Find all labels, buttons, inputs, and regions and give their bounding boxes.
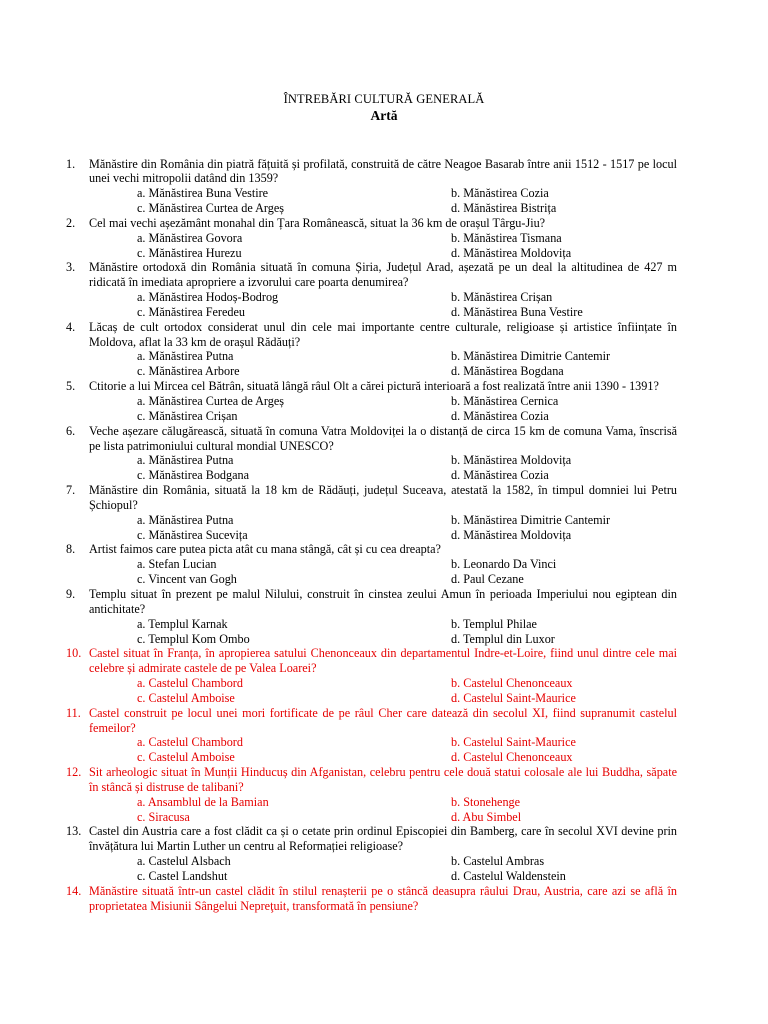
- answer-options: [0, 557, 768, 587]
- question-number: 11.: [66, 705, 81, 720]
- option-c: c. Castelul Amboise: [137, 690, 235, 705]
- option-c: c. Mănăstirea Crișan: [137, 408, 238, 423]
- option-a: a. Mănăstirea Putna: [137, 349, 234, 364]
- question-text: Castel din Austria care a fost clădit ca și o cetate prin ordinul Episcopiei din Bamberg, care în secolul XVI devine prin învățătura lui Martin Luther un centru al Reformației religioase?: [89, 824, 677, 854]
- option-c: c. Vincent van Gogh: [137, 572, 237, 587]
- option-d: d. Mănăstirea Cozia: [451, 408, 549, 423]
- question-number: 14.: [66, 883, 82, 898]
- option-a: a. Mănăstirea Hodoș-Bodrog: [137, 290, 279, 305]
- option-d: d. Castelul Chenonceaux: [451, 750, 573, 765]
- option-c: c. Mănăstirea Hurezu: [137, 245, 242, 260]
- question-text: Sit arheologic situat în Munții Hinducuș din Afganistan, celebru pentru cele două statui colosale ale lui Buddha, săpate în stâncă și distruse de talibani?: [89, 765, 677, 794]
- option-d: d. Abu Simbel: [451, 809, 522, 824]
- option-d: d. Mănăstirea Moldovița: [451, 527, 572, 542]
- option-c: c. Templul Kom Ombo: [137, 631, 250, 646]
- option-b: b. Castelul Saint-Maurice: [451, 735, 576, 750]
- question-item: [0, 824, 768, 883]
- question-text: Castel construit pe locul unei mori fortificate de pe râul Cher care datează din secolul XI, fiind supranumit castelul femeilor?: [89, 705, 677, 735]
- answer-options: [0, 735, 768, 765]
- option-c: c. Castel Landshut: [137, 869, 228, 883]
- option-a: a. Templul Karnak: [137, 616, 228, 631]
- question-number: 12.: [66, 765, 82, 780]
- question-item: [0, 157, 768, 216]
- option-c: c. Castelul Amboise: [137, 750, 235, 765]
- option-c: c. Mănăstirea Sucevița: [137, 527, 248, 542]
- question-item: [0, 587, 768, 646]
- option-b: b. Mănăstirea Moldovița: [451, 453, 572, 468]
- question-number: 13.: [66, 824, 82, 839]
- option-a: a. Mănăstirea Putna: [137, 453, 234, 468]
- option-b: b. Castelul Ambras: [451, 854, 545, 869]
- answer-options: [0, 617, 768, 647]
- option-b: b. Stonehenge: [451, 794, 521, 809]
- option-a: a. Stefan Lucian: [137, 557, 217, 572]
- question-text: Mănăstire ortodoxă din România situată în comuna Șiria, Județul Arad, așezată pe un deal la altitudinea de 427 m ridicată în imediata apropriere a izvorului care poarta denumirea?: [89, 260, 677, 290]
- question-number: 3.: [66, 260, 76, 275]
- question-text: Mănăstire din România din piatră fățuită și profilată, construită de către Neagoe Basarab între anii 1512 - 1517 pe locul unei vechi mitropolii datând din 1359?: [89, 156, 677, 186]
- document-subtitle: Artă: [370, 108, 398, 123]
- option-a: a. Mănăstirea Curtea de Argeș: [137, 394, 284, 408]
- answer-options: [0, 186, 768, 216]
- answer-options: [0, 513, 768, 543]
- question-text: Ctitorie a lui Mircea cel Bătrân, situată lângă râul Olt a cărei pictură interioară a fost realizată între anii 1390 - 1391?: [89, 379, 659, 394]
- question-number: 10.: [66, 646, 82, 661]
- option-b: b. Mănăstirea Dimitrie Cantemir: [451, 512, 611, 527]
- question-number: 7.: [66, 483, 76, 498]
- document-title: ÎNTREBĂRI CULTURĂ GENERALĂ: [283, 92, 485, 106]
- option-b: b. Templul Philae: [451, 616, 537, 631]
- option-b: b. Mănăstirea Crișan: [451, 290, 553, 305]
- question-item: [0, 216, 768, 261]
- option-d: d. Castelul Waldenstein: [451, 869, 566, 883]
- question-item: [0, 646, 768, 705]
- question-item: [0, 542, 768, 587]
- question-text: Mănăstire din România, situată la 18 km de Rădăuți, județul Suceava, atestată la 1582, în timpul domniei lui Petru Șchiopul?: [89, 483, 677, 512]
- option-d: d. Mănăstirea Cozia: [451, 468, 549, 483]
- option-b: b. Mănăstirea Cozia: [451, 186, 549, 201]
- question-item: [0, 379, 768, 424]
- option-b: b. Leonardo Da Vinci: [451, 557, 557, 572]
- question-item: [0, 483, 768, 542]
- option-a: a. Ansamblul de la Bamian: [137, 794, 269, 809]
- option-a: a. Mănăstirea Buna Vestire: [137, 186, 269, 201]
- option-d: d. Mănăstirea Bistrița: [451, 201, 557, 216]
- option-d: d. Mănăstirea Buna Vestire: [451, 304, 583, 319]
- option-c: c. Mănăstirea Feredeu: [137, 304, 245, 319]
- option-b: b. Castelul Chenonceaux: [451, 676, 573, 691]
- question-number: 5.: [66, 379, 76, 394]
- question-text: Artist faimos care putea picta atât cu mana stângă, cât și cu cea dreapta?: [89, 542, 441, 557]
- answer-options: [0, 795, 768, 825]
- question-item: [0, 424, 768, 483]
- option-d: d. Castelul Saint-Maurice: [451, 690, 576, 705]
- option-a: a. Castelul Chambord: [137, 676, 243, 691]
- option-c: c. Siracusa: [137, 809, 190, 824]
- option-c: c. Mănăstirea Bodgana: [137, 468, 250, 483]
- option-d: d. Mănăstirea Moldovița: [451, 245, 572, 260]
- option-d: d. Templul din Luxor: [451, 631, 555, 646]
- question-number: 4.: [66, 319, 76, 334]
- question-item: [0, 706, 768, 765]
- question-item: [0, 260, 768, 319]
- question-number: 2.: [66, 215, 76, 230]
- option-a: a. Castelul Alsbach: [137, 854, 231, 869]
- question-item: [0, 320, 768, 379]
- question-number: 9.: [66, 586, 76, 601]
- question-number: 8.: [66, 542, 76, 557]
- option-d: d. Mănăstirea Bogdana: [451, 364, 564, 379]
- question-text: Castel situat în Franța, în apropierea satului Chenonceaux din departamentul Indre-et-Loire, fiind unul dintre cele mai celebre și admirate castele de pe Valea Loarei?: [89, 646, 677, 676]
- option-a: a. Mănăstirea Putna: [137, 512, 234, 527]
- question-text: Mănăstire situată într-un castel clădit în stilul renașterii pe o stâncă deasupra râului Drau, Austria, care azi se află în proprietatea Misiunii Sângelui Nepreţuit, transformată în pensiune?: [89, 883, 677, 913]
- question-item: [0, 765, 768, 824]
- option-b: b. Mănăstirea Dimitrie Cantemir: [451, 349, 611, 364]
- question-list: [0, 157, 768, 914]
- option-b: b. Mănăstirea Tismana: [451, 230, 562, 245]
- answer-options: [0, 290, 768, 320]
- question-number: 6.: [66, 423, 76, 438]
- answer-options: [0, 676, 768, 706]
- option-c: c. Mănăstirea Curtea de Argeș: [137, 201, 284, 216]
- option-a: a. Castelul Chambord: [137, 735, 243, 750]
- question-text: Cel mai vechi așezământ monahal din Țara Românească, situat la 36 km de orașul Târgu-Jiu?: [89, 215, 546, 230]
- question-text: Templu situat în prezent pe malul Nilului, construit în cinstea zeului Amun în perioada Imperiului nou egiptean din antichitate?: [89, 586, 677, 616]
- question-text: Lăcaș de cult ortodox considerat unul din cele mai importante centre culturale, religioase și artistice înființate în Moldova, aflat la 33 km de orașul Rădăuți?: [89, 319, 677, 349]
- answer-options: [0, 231, 768, 261]
- option-a: a. Mănăstirea Govora: [137, 230, 243, 245]
- answer-options: [0, 453, 768, 483]
- option-d: d. Paul Cezane: [451, 572, 524, 587]
- question-item: [0, 884, 768, 914]
- option-c: c. Mănăstirea Arbore: [137, 364, 240, 379]
- question-number: 1.: [66, 156, 76, 171]
- answer-options: [0, 349, 768, 379]
- answer-options: [0, 394, 768, 424]
- option-b: b. Mănăstirea Cernica: [451, 394, 559, 408]
- answer-options: [0, 854, 768, 884]
- question-text: Veche așezare călugărească, situată în comuna Vatra Moldoviței la o distanță de circa 15 km de comuna Vama, înscrisă pe lista patrimoniului cultural mondial UNESCO?: [89, 423, 677, 453]
